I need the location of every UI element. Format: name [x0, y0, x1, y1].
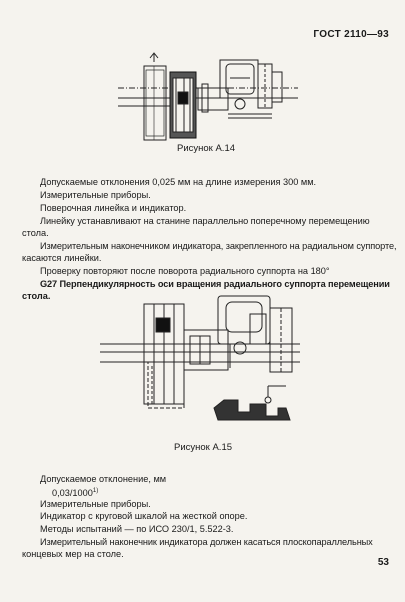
figure-a14-caption: Рисунок А.14 — [177, 143, 236, 154]
instruments-heading-2: Измерительные приборы. — [40, 499, 151, 509]
test-methods: Методы испытаний — по ИСО 230/1, 5.522-3. — [40, 524, 234, 534]
tolerance-footnote-mark: 1) — [92, 488, 99, 494]
instruments-heading: Измерительные приборы. — [40, 190, 151, 200]
figure-a15-caption: Рисунок А.15 — [174, 442, 233, 453]
instruments-list: Поверочная линейка и индикатор. — [40, 203, 187, 213]
standard-header: ГОСТ 2110—93 — [313, 29, 389, 40]
instruments-list-2: Индикатор с круговой шкалой на жесткой опоре. — [40, 511, 248, 521]
procedure-a15-b: концевых мер на столе. — [22, 549, 124, 559]
procedure-line-2b: касаются линейки. — [22, 253, 102, 263]
procedure-line-1a: Линейку устанавливают на станине параллельно поперечному перемещению — [40, 216, 370, 226]
g27-title-a: G27 Перпендикулярность оси вращения радиального суппорта перемещении — [40, 279, 390, 289]
page-number: 53 — [377, 557, 389, 568]
procedure-line-2a: Измерительным наконечником индикатора, закрепленного на радиальном суппорте, — [40, 241, 397, 251]
tolerance-value-text: 0,03/1000 — [52, 488, 93, 499]
figure-a14-drawing — [118, 48, 298, 143]
tolerance-heading: Допускаемое отклонение, мм — [40, 474, 167, 484]
procedure-line-1b: стола. — [22, 228, 49, 238]
tolerance-value — [52, 486, 98, 499]
figure-a15-drawing — [100, 296, 300, 436]
procedure-a15-a: Измерительный наконечник индикатора должен касаться плоскопараллельных — [40, 537, 373, 547]
tolerance-line: Допускаемые отклонения 0,025 мм на длине измерения 300 мм. — [40, 177, 317, 187]
procedure-line-3: Проверку повторяют после поворота радиального суппорта на 180° — [40, 266, 330, 276]
g27-title-b: стола. — [22, 291, 51, 301]
